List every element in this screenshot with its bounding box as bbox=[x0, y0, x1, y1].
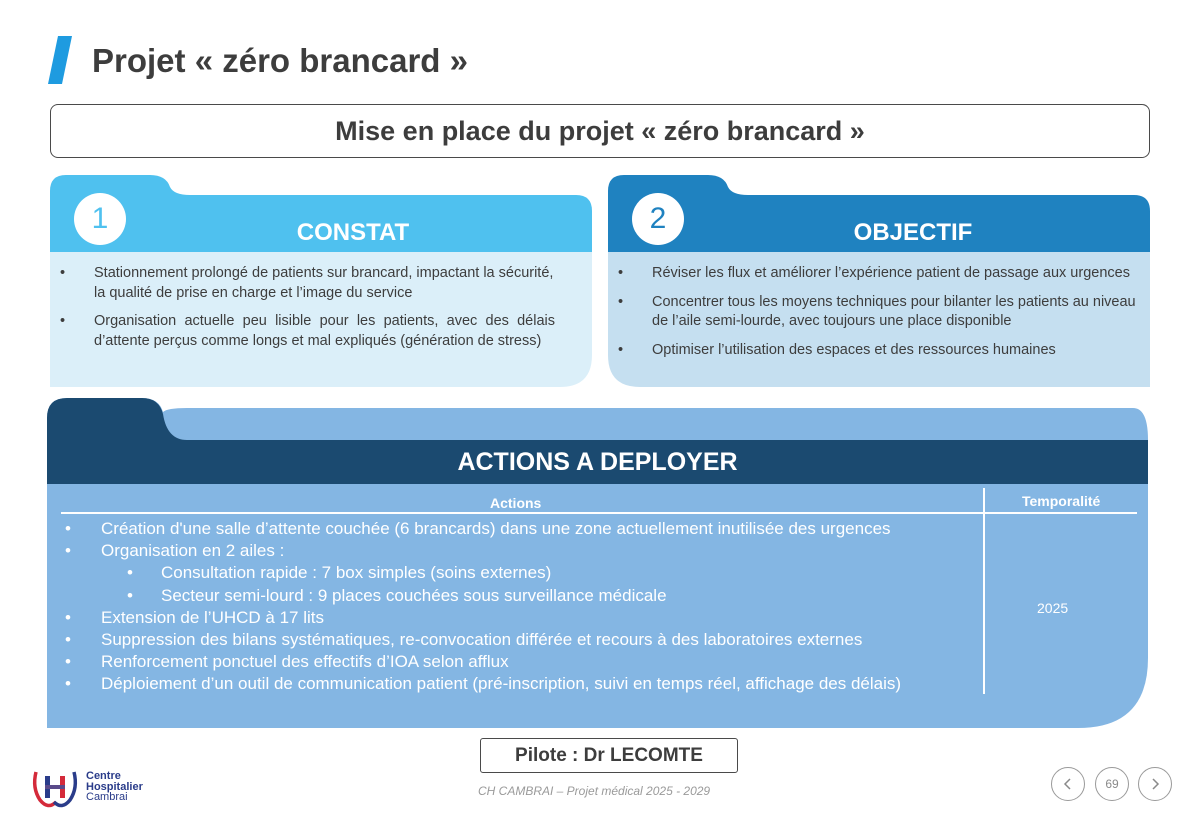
constat-title: CONSTAT bbox=[296, 219, 410, 246]
objectif-item: • Réviser les flux et améliorer l’expérience patient de passage aux urgences bbox=[618, 265, 1130, 281]
action-item: • Renforcement ponctuel des effectifs d’IOA selon afflux bbox=[65, 652, 509, 672]
action-item: • Suppression des bilans systématiques, re-convocation différée et recours à des laboratoires externes bbox=[65, 630, 863, 650]
objectif-item: • Concentrer tous les moyens techniques pour bilanter les patients au niveau de l’aile semi-lourde, avec toujours une place disponible bbox=[618, 293, 1136, 329]
constat-body bbox=[50, 264, 555, 360]
action-item: • Déploiement d’un outil de communication patient (pré-inscription, suivi en temps réel, affichage des délais) bbox=[65, 674, 902, 694]
page-number: 69 bbox=[1095, 767, 1129, 801]
objectif-body bbox=[608, 264, 1144, 369]
objectif-title: OBJECTIF bbox=[853, 219, 973, 246]
next-page-button[interactable] bbox=[1138, 767, 1172, 801]
prev-page-button[interactable] bbox=[1051, 767, 1085, 801]
actions-title: ACTIONS A DEPLOYER bbox=[457, 447, 738, 476]
constat-item: • Stationnement prolongé de patients sur brancard, impactant la sécurité, la qualité de prise en charge et l’image du service bbox=[60, 265, 554, 301]
temporalite-value: 2025 bbox=[1037, 600, 1069, 616]
actions-panel bbox=[47, 398, 1148, 728]
constat-item: • Organisation actuelle peu lisible pour les patients, avec des délais d’attente perçus comme longs et mal expliqués (génération de stress) bbox=[60, 313, 555, 349]
subtitle: Mise en place du projet « zéro brancard » bbox=[335, 115, 865, 146]
column-header-actions: Actions bbox=[490, 495, 542, 511]
actions-list bbox=[61, 518, 901, 696]
constat-number: 1 bbox=[74, 193, 126, 245]
action-item: • Création d'une salle d’attente couchée (6 brancards) dans une zone actuellement inutilisée des urgences bbox=[65, 519, 891, 538]
column-header-temporalite: Temporalité bbox=[1022, 493, 1101, 509]
title-accent-slash bbox=[48, 36, 72, 84]
subtitle-box bbox=[50, 104, 1150, 158]
chevron-right-icon bbox=[1149, 778, 1161, 790]
action-item: • Organisation en 2 ailes : bbox=[65, 541, 285, 561]
action-subitem: • Secteur semi-lourd : 9 places couchées sous surveillance médicale bbox=[127, 585, 667, 605]
action-item: • Extension de l’UHCD à 17 lits bbox=[65, 607, 324, 627]
constat-card bbox=[50, 175, 592, 387]
logo-text: Centre Hospitalier Cambrai bbox=[86, 770, 143, 803]
objectif-number: 2 bbox=[632, 193, 684, 245]
objectif-card bbox=[608, 175, 1150, 387]
column-header-underline bbox=[61, 512, 1137, 514]
pilote-text: Pilote : Dr LECOMTE bbox=[515, 744, 703, 766]
pilote-box bbox=[480, 738, 738, 773]
footer-text: CH CAMBRAI – Projet médical 2025 - 2029 bbox=[478, 784, 711, 798]
column-divider bbox=[983, 488, 985, 694]
page-title: Projet « zéro brancard » bbox=[92, 42, 468, 79]
chevron-left-icon bbox=[1062, 778, 1074, 790]
objectif-item: • Optimiser l’utilisation des espaces et des ressources humaines bbox=[618, 341, 1056, 358]
action-subitem: • Consultation rapide : 7 box simples (soins externes) bbox=[127, 563, 552, 583]
